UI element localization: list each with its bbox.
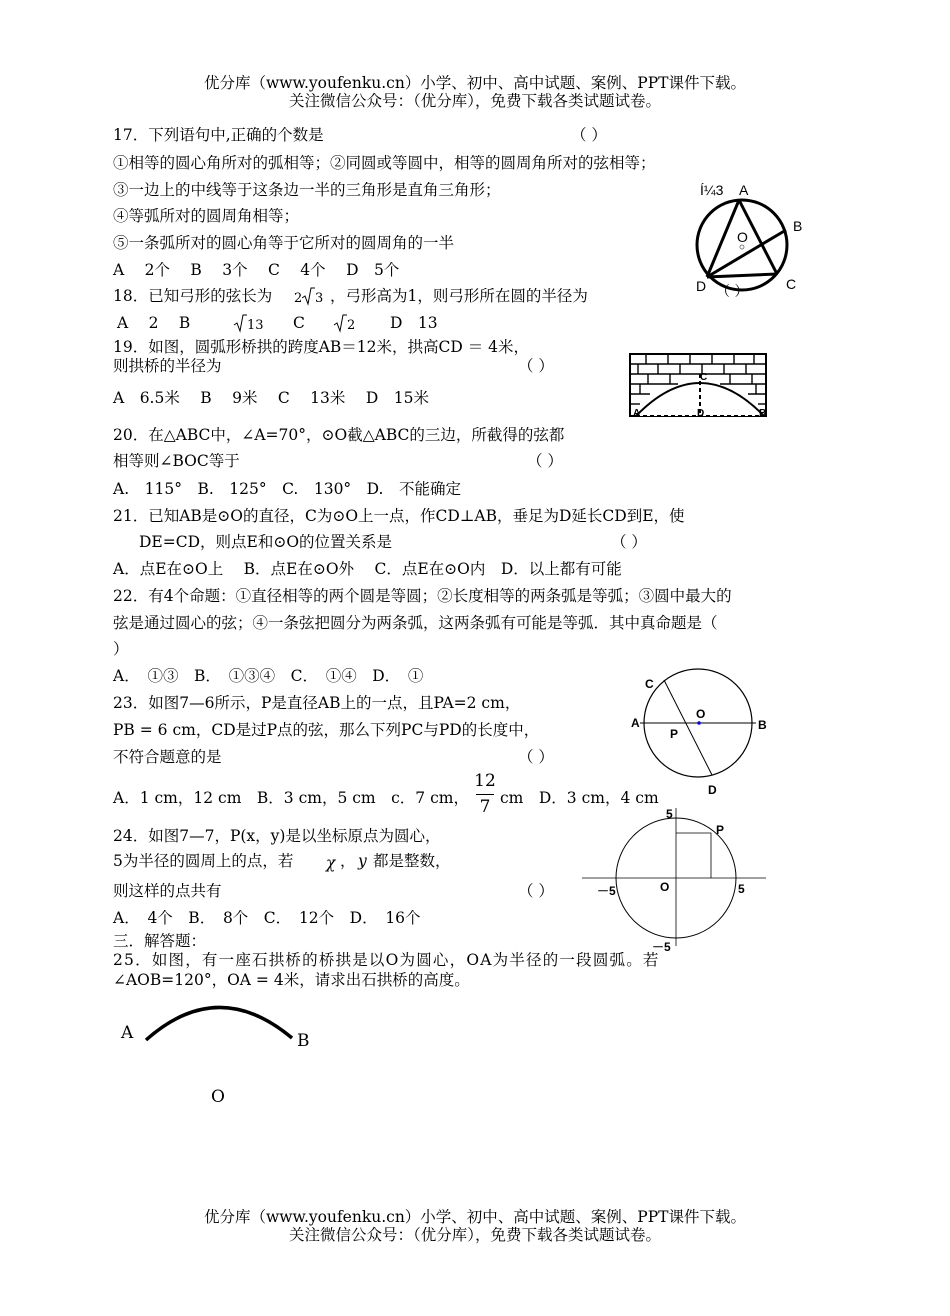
q17-statement-5: ⑤一条弧所对的圆心角等于它所对的圆周角的一半 <box>113 234 455 252</box>
section-3-heading: 三．解答题： <box>113 932 207 950</box>
q24-answer-paren: （ ） <box>518 882 554 900</box>
q23-fraction-denominator: 7 <box>479 797 491 817</box>
q23-fig-label-c: C <box>645 677 654 691</box>
q24-var-x: χ <box>326 854 336 872</box>
q20-stem: 20．在△ABC中，∠A=70°，⊙O截△ABC的三边，所截得的弦都 <box>113 426 565 444</box>
q17-fig-label-d: D <box>696 278 707 294</box>
q18-option-c: C <box>293 314 305 332</box>
q25-stem: 25．如图，有一座石拱桥的桥拱是以O为圆心，OA为半径的一段圆弧。若 <box>113 951 660 969</box>
q19-stem: 19．如图，圆弧形桥拱的跨度AB＝12米，拱高CD ＝ 4米， <box>113 338 530 356</box>
q19-answer-paren: （ ） <box>518 357 554 375</box>
q23-fig-label-d: D <box>708 783 717 797</box>
q24-fig-label-p: P <box>716 823 725 837</box>
q25-fig-label-b: B <box>297 1031 310 1051</box>
q17-fig-label-a: A <box>739 182 749 198</box>
header-line-2: 关注微信公众号：（优分库），免费下载各类试题试卷。 <box>288 92 661 110</box>
q23-fig-label-a: A <box>631 716 640 730</box>
q24-stem-2a: 5为半径的圆周上的点，若 <box>113 852 294 870</box>
q23-fig-label-o: O <box>696 707 706 721</box>
header-line-1: 优分库（www.youfenku.cn）小学、初中、高中试题、案例、PPT课件下载。 <box>203 74 747 92</box>
q23-fraction-bar <box>476 794 494 795</box>
q23-stem: 23．如图7—6所示，P是直径AB上的一点，且PA=2 cm， <box>113 694 521 712</box>
q19-stem-2: 则拱桥的半径为 <box>113 357 222 375</box>
q21-answer-paren: （ ） <box>611 533 647 551</box>
q19-fig-label-a: A <box>633 408 641 419</box>
q23-fig-label-b: B <box>758 718 767 732</box>
q25-fig-label-a: A <box>121 1023 134 1043</box>
q25-stem-2: ∠AOB=120°，OA = 4米，请求出石拱桥的高度。 <box>113 971 470 989</box>
q23-options-a: A．1 cm，12 cm B．3 cm，5 cm c．7 cm， <box>113 789 469 807</box>
q20-stem-2: 相等则∠BOC等于 <box>113 452 240 470</box>
q21-stem: 21．已知AB是⊙O的直径，C为⊙O上一点，作CD⊥AB，垂足为D延长CD到E，使 <box>113 507 685 525</box>
q18-opt-c-radicand: 2 <box>347 318 356 333</box>
q18-option-d: D 13 <box>390 314 438 332</box>
q17-stem: 17．下列语句中,正确的个数是 <box>113 126 324 144</box>
q23-stem-3: 不符合题意的是 <box>113 748 222 766</box>
q22-stem-2: 弦是通过圆心的弦；④一条弦把圆分为两条弧，这两条弧有可能是等弧．其中真命题是（ <box>113 614 718 632</box>
q24-fig-label-bottom: －5 <box>652 940 671 954</box>
q18-opt-b-radicand: 13 <box>247 318 264 333</box>
q24-options: A． 4个 B． 8个 C． 12个 D． 16个 <box>113 909 421 927</box>
q17-fig-label-b: B <box>793 218 803 234</box>
q20-answer-paren: （ ） <box>527 452 563 470</box>
q19-fig-label-b: B <box>759 408 767 419</box>
q22-stem: 22．有4个命题：①直径相等的两个圆是等圆；②长度相等的两条弧是等弧；③圆中最大的 <box>113 587 732 605</box>
q24-stem-2b: 都是整数， <box>373 852 451 870</box>
q24-fig-label-right: 5 <box>738 882 745 896</box>
q18-opt-c-sqrt-sign <box>333 313 347 333</box>
q17-statement-3: ③一边上的中线等于这条边一半的三角形是直角三角形； <box>113 181 501 199</box>
q23-fig-label-p: P <box>670 727 679 741</box>
q18-option-ab: A 2 B <box>117 314 191 332</box>
q19-fig-label-d: D <box>697 408 705 419</box>
q18-radicand: 3 <box>315 291 324 306</box>
q18-opt-b-sqrt-sign <box>233 313 247 333</box>
q23-stem-2: PB = 6 cm，CD是过P点的弦，那么下列PC与PD的长度中， <box>113 721 540 739</box>
q24-stem: 24．如图7—7，P(x，y)是以坐标原点为圆心， <box>113 827 441 845</box>
q24-var-y: y <box>358 852 367 870</box>
q23-answer-paren: （ ） <box>518 748 554 766</box>
q22-options: A． ①③ B． ①③④ C． ①④ D． ① <box>113 667 424 685</box>
q18-sqrt-sign <box>301 286 315 306</box>
q24-fig-label-o: O <box>660 880 670 894</box>
footer-line-1: 优分库（www.youfenku.cn）小学、初中、高中试题、案例、PPT课件下载。 <box>203 1208 747 1226</box>
q25-fig-label-o: O <box>211 1087 225 1107</box>
q21-stem-2: DE=CD，则点E和⊙O的位置关系是 <box>139 533 393 551</box>
q24-var-sep: ， <box>340 852 356 870</box>
q19-fig-label-c: C <box>700 372 708 383</box>
q24-coordinate-figure <box>580 808 770 948</box>
q23-options-b: cm D．3 cm，4 cm <box>500 789 659 807</box>
q20-options: A. 115° B. 125° C. 130° D. 不能确定 <box>113 480 461 498</box>
q18-coef: 2 <box>294 291 303 306</box>
q18-stem-b: ，弓形高为1，则弓形所在圆的半径为 <box>330 287 588 305</box>
q17-fig-paren: （ ） <box>716 284 749 300</box>
q17-fig-label-o: O <box>737 229 748 245</box>
q22-stem-3: ） <box>113 640 129 658</box>
q25-arc-figure <box>140 998 300 1046</box>
q24-stem-3: 则这样的点共有 <box>113 882 222 900</box>
q17-statement-4: ④等弧所对的圆周角相等； <box>113 207 300 225</box>
q24-fig-label-top: 5 <box>666 807 673 821</box>
q21-options: A．点E在⊙O上 B．点E在⊙O外 C．点E在⊙O内 D．以上都有可能 <box>113 560 622 578</box>
q17-statement-1-2: ①相等的圆心角所对的弧相等；②同圆或等圆中，相等的圆周角所对的弦相等； <box>113 154 656 172</box>
q17-fig-label-c: C <box>786 276 797 292</box>
q17-options: A 2个 B 3个 C 4个 D 5个 <box>113 261 400 279</box>
q17-answer-paren: （ ） <box>571 126 607 144</box>
q24-fig-label-left: －5 <box>597 884 616 898</box>
q18-stem-a: 18．已知弓形的弦长为 <box>113 287 273 305</box>
q17-fig-prefix: Í¼3 <box>700 182 724 198</box>
q19-options: A 6.5米 B 9米 C 13米 D 15米 <box>113 389 429 407</box>
q23-fraction-numerator: 12 <box>474 771 496 791</box>
footer-line-2: 关注微信公众号：（优分库），免费下载各类试题试卷。 <box>288 1226 661 1244</box>
